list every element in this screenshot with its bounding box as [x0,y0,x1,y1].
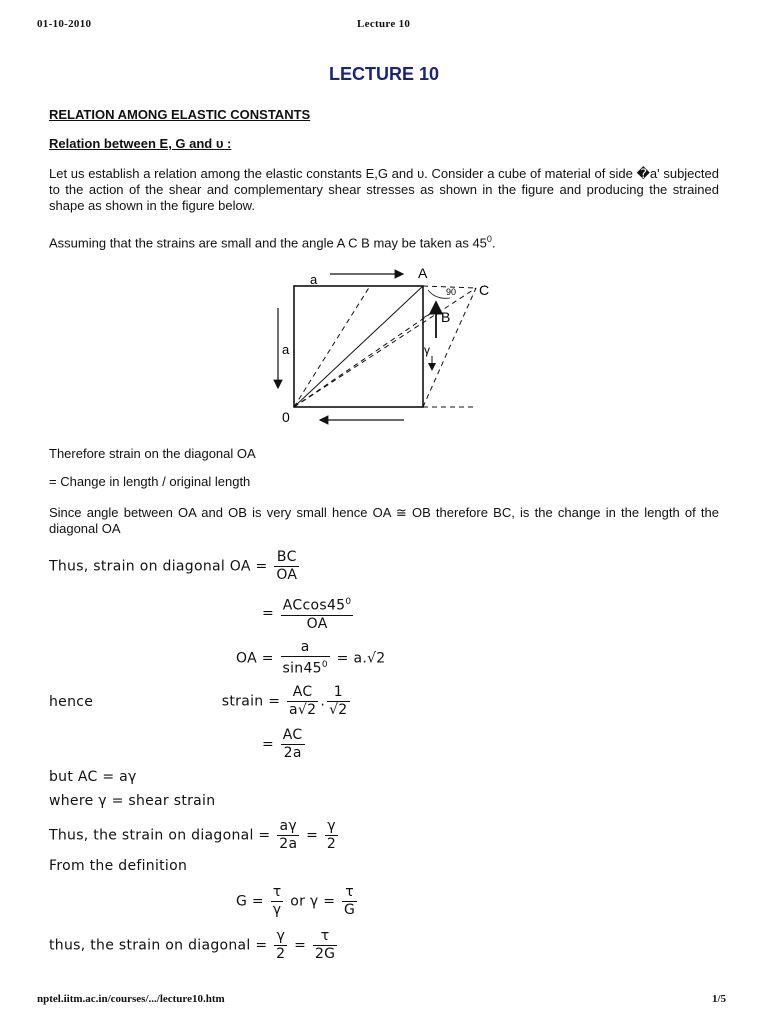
label-O: 0 [282,409,290,425]
eq5-eq: = [262,736,275,753]
label-90: 90 [446,287,457,297]
eq8-num1: aγ [277,818,299,836]
equation-1 [49,549,301,584]
eq1-lhs: Thus, strain on diagonal OA = [49,558,268,575]
page-title: LECTURE 10 [328,64,440,84]
eq2-den: OA [306,615,328,632]
eq4-dot: . [320,693,326,710]
eq11-eq: = [294,937,307,954]
eq3-lhs: OA = [236,650,274,667]
eq4-den1: a√2 [289,702,317,718]
equation-6: but AC = aγ [49,769,137,785]
eq8-eq: = [306,827,319,844]
eq4-num1: AC [287,684,318,702]
eq4-hence: hence [49,693,94,710]
equation-7: where γ = shear strain [49,793,216,809]
header-title: Lecture 10 [357,18,411,30]
eq3-rhs: = a.√2 [336,650,386,667]
line-2: = Change in length / original length [49,474,251,489]
section-heading: RELATION AMONG ELASTIC CONSTANTS [49,107,311,122]
paragraph-3: Since angle between OA and OB is very small hence OA ≅ OB therefore BC, is the change in the length of the diagonal OA [49,505,719,536]
footer-url[interactable]: nptel.iitm.ac.in/courses/.../lecture10.htm [37,993,225,1005]
eq11-lhs: thus, the strain on diagonal = [49,937,268,954]
eq2-num-sup: 0 [345,597,352,607]
eq8-den1: 2a [279,836,298,852]
eq3-den-sup: 0 [321,660,328,670]
equation-10 [236,884,359,919]
label-a-top: a [310,272,318,287]
paragraph-2-text: Assuming that the strains are small and the angle A C B may be taken as 45 [49,235,487,251]
eq11-num2: τ [313,928,337,946]
eq4-den2: √2 [329,702,348,718]
paragraph-2 [49,231,719,251]
eq4-lhs: strain = [221,693,281,710]
eq2-num: ACcos45 [282,597,346,614]
footer-page-number: 1/5 [712,993,727,1005]
eq8-lhs: Thus, the strain on diagonal = [49,827,271,844]
label-C: C [479,282,490,298]
label-gamma: γ [424,343,430,357]
eq3-num: a [281,639,330,657]
eq8-den2: 2 [326,836,337,852]
eq5-den: 2a [283,745,302,761]
label-A: A [418,265,428,281]
sub-heading: Relation between E, G and υ : [49,136,232,151]
eq10-num1: τ [272,884,282,900]
eq4-num2: 1 [327,684,349,702]
eq10-den1: γ [272,902,282,918]
eq2-eq: = [262,605,275,622]
paragraph-2-sup: 0 [486,234,492,244]
label-B: B [441,309,451,325]
equation-9: From the definition [49,858,188,874]
shear-cube-figure [260,258,510,433]
line-1: Therefore strain on the diagonal OA [49,446,256,461]
label-a-left: a [282,342,290,357]
equation-8 [49,818,340,853]
equation-3 [236,639,386,678]
eq10-mid: or γ = [290,893,336,910]
eq1-num: BC [274,549,299,567]
header-date: 01-10-2010 [37,18,92,30]
eq3-den: sin45 [282,660,322,677]
equation-5 [262,727,307,762]
eq10-lhs: G = [236,893,264,910]
eq11-den1: 2 [276,946,286,962]
paragraph-1: Let us establish a relation among the elastic constants E,G and υ. Consider a cube of material of side �a' subjected to the action of the shear and complementary shear stresses as shown in the figure and producing the strained shape as shown in the figure below. [49,166,719,213]
eq8-num2: γ [325,818,338,836]
eq10-den2: G [344,902,356,918]
eq5-num: AC [282,727,303,743]
equation-2 [262,594,355,633]
eq11-den2: 2G [314,946,336,962]
eq10-num2: τ [342,884,357,902]
equation-4 [49,684,352,719]
eq1-den: OA [276,567,298,583]
paragraph-2-end: . [491,235,496,251]
eq11-num1: γ [274,928,287,946]
equation-11 [49,928,339,963]
